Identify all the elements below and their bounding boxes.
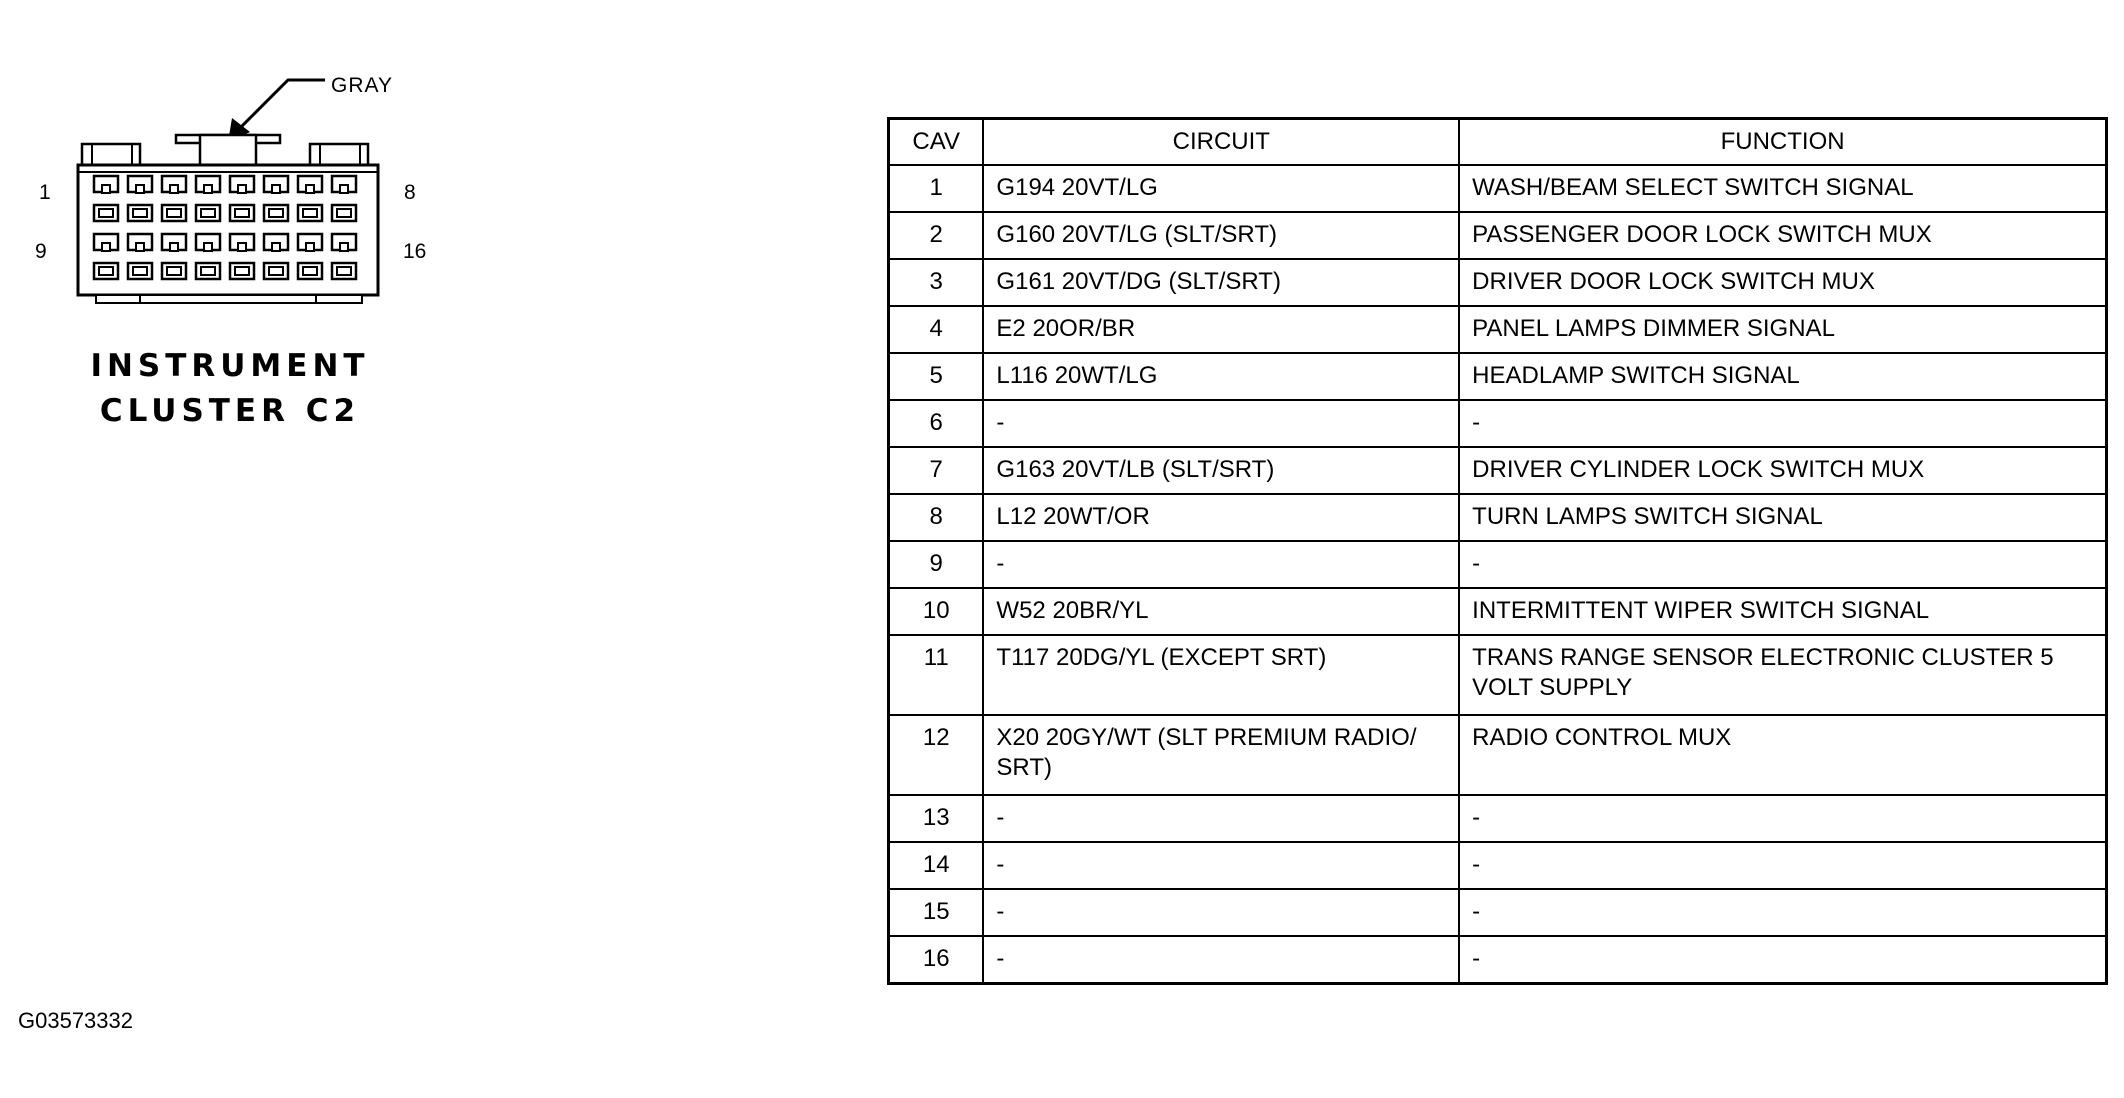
cell-circuit: T117 20DG/YL (EXCEPT SRT): [983, 635, 1459, 715]
table-row: [889, 889, 2107, 936]
cavity-terminal: [272, 243, 280, 251]
cell-cav: 3: [889, 259, 984, 306]
cell-circuit: E2 20OR/BR: [983, 306, 1459, 353]
cell-function: WASH/BEAM SELECT SWITCH SIGNAL: [1459, 165, 2106, 212]
cell-cav: 1: [889, 165, 984, 212]
cell-cav: 9: [889, 541, 984, 588]
cell-cav: 4: [889, 306, 984, 353]
cell-function: RADIO CONTROL MUX: [1459, 715, 2106, 795]
cell-function: PANEL LAMPS DIMMER SIGNAL: [1459, 306, 2106, 353]
cell-cav: 16: [889, 936, 984, 983]
cavity-terminal: [102, 243, 110, 251]
cell-cav: 5: [889, 353, 984, 400]
cell-circuit: -: [983, 936, 1459, 983]
table-row: [889, 306, 2107, 353]
header-circuit: CIRCUIT: [983, 119, 1459, 166]
table-row: [889, 400, 2107, 447]
cell-cav: 13: [889, 795, 984, 842]
table-row: [889, 588, 2107, 635]
cavity-terminal: [99, 209, 113, 217]
table-row: [889, 494, 2107, 541]
cavity-terminal: [204, 243, 212, 251]
cavity-terminal: [136, 185, 144, 193]
pin-label-1: 1: [39, 181, 51, 204]
cell-circuit: -: [983, 889, 1459, 936]
cell-function: TRANS RANGE SENSOR ELECTRONIC CLUSTER 5 VOLT SUPPLY: [1459, 635, 2106, 715]
cell-function: -: [1459, 936, 2106, 983]
connector-drawing: [0, 0, 480, 330]
table-header-row: [889, 119, 2107, 166]
cavity-terminal: [170, 185, 178, 193]
table-row: [889, 447, 2107, 494]
cell-function: -: [1459, 541, 2106, 588]
cell-function: INTERMITTENT WIPER SWITCH SIGNAL: [1459, 588, 2106, 635]
table-row: [889, 165, 2107, 212]
pin-label-9: 9: [35, 240, 47, 263]
cell-function: -: [1459, 795, 2106, 842]
table-row: [889, 541, 2107, 588]
table-row: [889, 715, 2107, 795]
table-body: [889, 165, 2107, 983]
cavity-terminal: [306, 243, 314, 251]
color-callout: GRAY: [331, 74, 393, 97]
cell-function: DRIVER CYLINDER LOCK SWITCH MUX: [1459, 447, 2106, 494]
cavity-terminal: [201, 267, 215, 275]
cavity-terminal: [167, 209, 181, 217]
cavity-terminal: [269, 267, 283, 275]
table-row: [889, 842, 2107, 889]
cavity-terminal: [102, 185, 110, 193]
cavity-terminal: [167, 267, 181, 275]
connector-name-line1: INSTRUMENT: [90, 348, 370, 384]
cell-function: -: [1459, 889, 2106, 936]
cavity-terminal: [235, 209, 249, 217]
cell-cav: 14: [889, 842, 984, 889]
cell-cav: 10: [889, 588, 984, 635]
cell-function: HEADLAMP SWITCH SIGNAL: [1459, 353, 2106, 400]
cavity-terminal: [201, 209, 215, 217]
cavity-terminal: [340, 243, 348, 251]
table-row: [889, 936, 2107, 983]
cavity-terminal: [269, 209, 283, 217]
cell-function: -: [1459, 400, 2106, 447]
cell-function: DRIVER DOOR LOCK SWITCH MUX: [1459, 259, 2106, 306]
pinout-table: [887, 117, 2108, 985]
connector-name-line2: CLUSTER C2: [99, 393, 361, 429]
figure-id: G03573332: [18, 1008, 133, 1033]
cavity-terminal: [238, 185, 246, 193]
cavity-terminal: [170, 243, 178, 251]
pin-label-8: 8: [404, 181, 416, 204]
cavity-terminal: [306, 185, 314, 193]
cell-circuit: G194 20VT/LG: [983, 165, 1459, 212]
cavity-terminal: [272, 185, 280, 193]
cell-circuit: -: [983, 842, 1459, 889]
cavity-terminal: [337, 267, 351, 275]
cell-cav: 2: [889, 212, 984, 259]
cavity-terminal: [136, 243, 144, 251]
cell-function: PASSENGER DOOR LOCK SWITCH MUX: [1459, 212, 2106, 259]
cavity-terminal: [337, 209, 351, 217]
cell-circuit: G160 20VT/LG (SLT/SRT): [983, 212, 1459, 259]
table-row: [889, 353, 2107, 400]
cell-function: -: [1459, 842, 2106, 889]
table-row: [889, 795, 2107, 842]
cavity-terminal: [133, 267, 147, 275]
header-function: FUNCTION: [1459, 119, 2106, 166]
cell-cav: 11: [889, 635, 984, 715]
cell-circuit: L116 20WT/LG: [983, 353, 1459, 400]
cell-circuit: G161 20VT/DG (SLT/SRT): [983, 259, 1459, 306]
cell-circuit: -: [983, 795, 1459, 842]
cell-circuit: G163 20VT/LB (SLT/SRT): [983, 447, 1459, 494]
table-row: [889, 635, 2107, 715]
cavity-terminal: [303, 209, 317, 217]
cell-circuit: -: [983, 400, 1459, 447]
table-row: [889, 212, 2107, 259]
cell-circuit: -: [983, 541, 1459, 588]
table-row: [889, 259, 2107, 306]
cell-circuit: X20 20GY/WT (SLT PREMIUM RADIO/ SRT): [983, 715, 1459, 795]
cell-cav: 12: [889, 715, 984, 795]
cell-cav: 6: [889, 400, 984, 447]
cavity-terminal: [303, 267, 317, 275]
cell-cav: 7: [889, 447, 984, 494]
pin-label-16: 16: [403, 240, 427, 263]
cavity-terminal: [235, 267, 249, 275]
cavity-terminal: [238, 243, 246, 251]
cavity-terminal: [204, 185, 212, 193]
connector-diagram: [0, 0, 480, 460]
cell-circuit: L12 20WT/OR: [983, 494, 1459, 541]
cavity-terminal: [99, 267, 113, 275]
cavity-terminal: [340, 185, 348, 193]
header-cav: CAV: [889, 119, 984, 166]
cell-function: TURN LAMPS SWITCH SIGNAL: [1459, 494, 2106, 541]
connector-name: [80, 344, 380, 434]
cell-circuit: W52 20BR/YL: [983, 588, 1459, 635]
cell-cav: 8: [889, 494, 984, 541]
cavity-terminal: [133, 209, 147, 217]
cell-cav: 15: [889, 889, 984, 936]
